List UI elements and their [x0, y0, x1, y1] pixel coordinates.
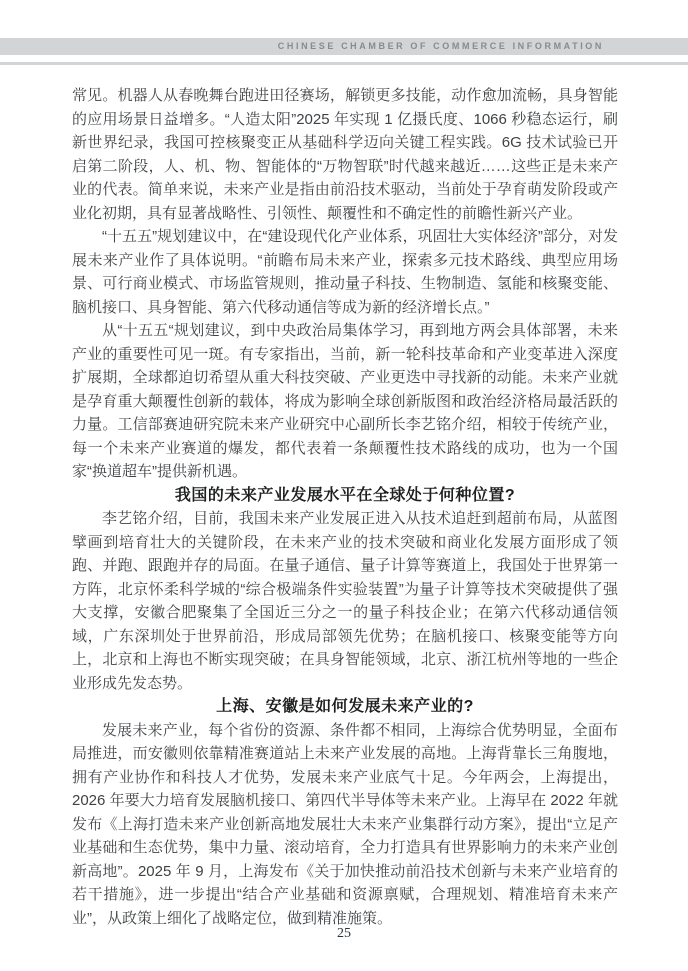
header-rule: [0, 62, 688, 65]
paragraph: “十五五”规划建议中，在“建设现代化产业体系，巩固壮大实体经济”部分，对发展未来产业作了具体说明。“前瞻布局未来产业，探索多元技术路线、典型应用场景、可行商业模式、市场监管规则，推动量子科技、生物制造、氢能和核聚变能、脑机接口、具身智能、第六代移动通信等成为新的经济增长点。”: [72, 228, 618, 316]
paragraph: 李艺铭介绍，目前，我国未来产业发展正进入从技术追赶到超前布局，从蓝图擘画到培育壮大的关键阶段，在未来产业的技术突破和商业化发展方面形成了领跑、并跑、跟跑并存的局面。在量子通信、量子计算等赛道上，我国处于世界第一方阵，北京怀柔科学城的“综合极端条件实验装置”为量子计算等技术突破提供了强大支撑，安徽合肥聚集了全国近三分之一的量子科技企业；在第六代移动通信领域，广东深圳处于世界前沿，形成局部领先优势；在脑机接口、核聚变能等方向上，北京和上海也不断实现突破；在具身智能领域，北京、浙江杭州等地的一些企业形成先发态势。: [72, 510, 618, 692]
header-title: CHINESE CHAMBER OF COMMERCE INFORMATION: [277, 41, 604, 51]
paragraph-continuation: 常见。机器人从春晚舞台跑进田径赛场，解锁更多技能，动作愈加流畅，具身智能的应用场景日益增多。“人造太阳”2025 年实现 1 亿摄氏度、1066 秒稳态运行，刷新世界纪录，我国可控核聚变正从基础科学迈向关键工程实践。6G 技术试验已开启第二阶段，人、机、物、智能体的“万物智联”时代越来越近……这些正是未来产业的代表。简单来说，未来产业是指由前沿技术驱动，当前处于孕育萌发阶段或产业化初期，具有显著战略性、引领性、颠覆性和不确定性的前瞻性新兴产业。: [72, 87, 618, 222]
section-heading-position: 我国的未来产业发展水平在全球处于何种位置?: [174, 486, 516, 504]
page-number: 25: [337, 926, 351, 941]
header-bar: [0, 38, 688, 55]
paragraph: 从“十五五“规划建议，到中央政治局集体学习，再到地方两会具体部署，未来产业的重要性可见一斑。有专家指出，当前，新一轮科技革命和产业变革进入深度扩展期，全球都迫切希望从重大科技突破、产业更迭中寻找新的动能。未来产业就是孕育重大颠覆性创新的载体，将成为影响全球创新版图和政治经济格局最活跃的力量。工信部赛迪研究院未来产业研究中心副所长李艺铭介绍，相较于传统产业，每一个未来产业赛道的爆发，都代表着一条颠覆性技术路线的成功，也为一个国家“换道超车”提供新机遇。: [72, 322, 618, 480]
section-heading-shanghai-anhui: 上海、安徽是如何发展未来产业的?: [216, 698, 474, 715]
paragraph: 发展未来产业，每个省份的资源、条件都不相同，上海综合优势明显，全面布局推进，而安徽则依靠精准赛道站上未来产业发展的高地。上海背靠长三角腹地，拥有产业协作和科技人才优势，发展未来产业底气十足。今年两会，上海提出，2026 年要大力培育发展脑机接口、第四代半导体等未来产业。上海早在 2022 年就发布《上海打造未来产业创新高地发展壮大未来产业集群行动方案》，提出“立足产业基础和生态优势，集中力量、滚动培育，全力打造具有世界影响力的未来产业创新高地”。2025 年 9 月，上海发布《关于加快推动前沿技术创新与未来产业培育的若干措施》，进一步提出“结合产业基础和资源禀赋，合理规划、精准培育未来产业”，从政策上细化了战略定位，做到精准施策。: [72, 721, 618, 927]
article-body: [72, 84, 618, 930]
